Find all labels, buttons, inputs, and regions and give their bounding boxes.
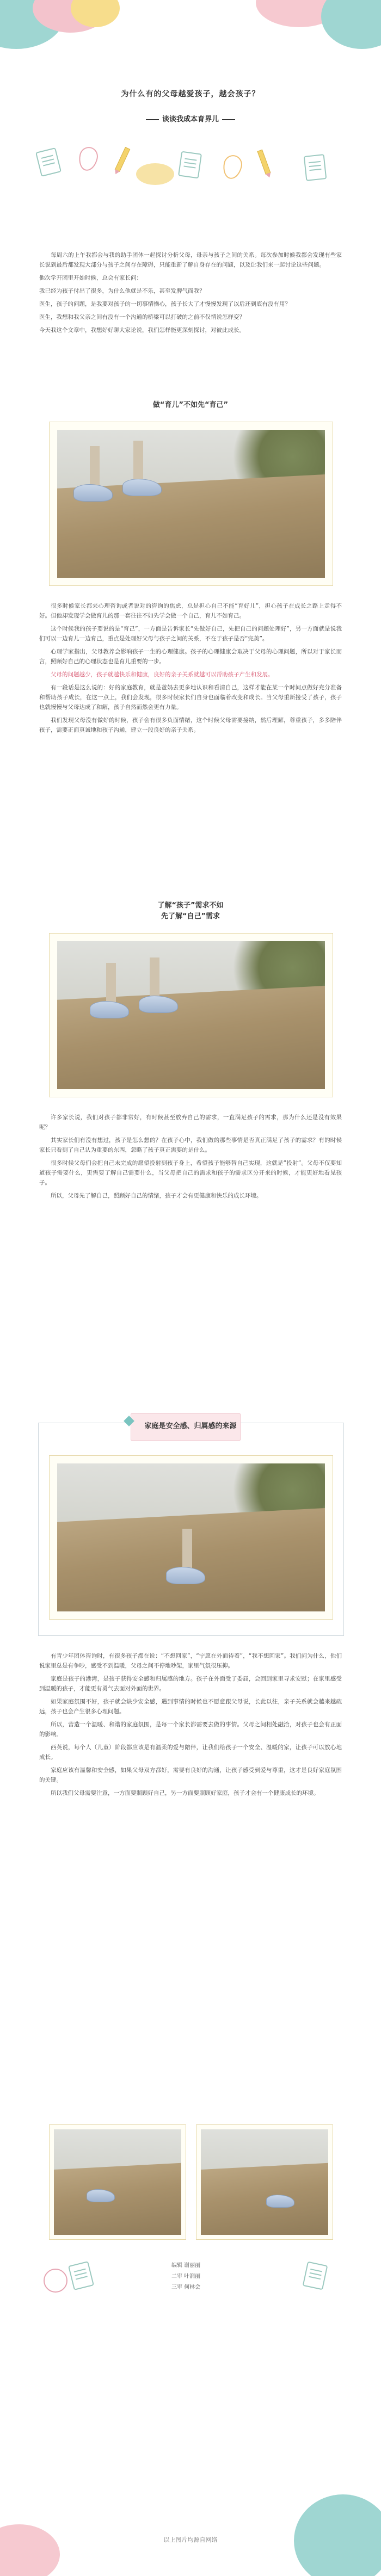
intro-paragraph: 每周六的上午我都会与我的助手团体一起探讨分析父母，母亲与孩子之间的关系。每次参加时候我都会发现有些家长说到最后都发现大部分与孩子之间存在障碍，只能重新了解自身存在的问题，以及让我们来一起讨论这些问题。: [39, 252, 342, 268]
photo-wall: [57, 985, 325, 1089]
photo-leg: [150, 957, 159, 1001]
decor-pencil-icon-2: [257, 150, 271, 175]
section1-paragraph: 有一段话是这么说的：好的家庭教育，就是爸妈去更多地认识和看清自己，这样才能在某一个时间点做好充分准备和帮助孩子成长，在这一点上，我们会发现，很多时候家长们自身也面临着改变和成长。当父母重新接受了孩子，孩子也就慢慢与父母达成了和解，孩子自然而然会更有力量。: [39, 684, 342, 711]
credit-review3: 三审 何林会: [171, 2284, 201, 2290]
photo-leg: [182, 1529, 192, 1572]
decor-circle-icon: [44, 2269, 67, 2293]
photo-wall: [54, 2163, 181, 2235]
section2-paragraph: 很多时候父母们会把自己未完成的愿望投射到孩子身上，希望孩子能够替自己实现，这就是“投射”。父母不仅要知道孩子需要什么，更需要了解自己需要什么，当父母把自己的需求和孩子的需求区分开来的时候，才能更好地看见孩子。: [39, 1160, 342, 1186]
section1-heading-text: 做“育儿”不如先“育己”: [152, 401, 229, 409]
intro-paragraph: 他次学开团里开始时候，总会有家长问：: [39, 275, 142, 281]
decor-letter-icon-2: [221, 153, 244, 181]
section1-paragraph: 心理学家指出，父母教养会影响孩子一生的心理健康。孩子的心理健康会取决于父母的心理问题，所以对于家长而言，照顾好自己的心理状态也是育儿重要的一步。: [39, 648, 342, 665]
section3-heading: [87, 1421, 294, 1432]
bottom-photo-left: [49, 2124, 186, 2240]
section1-heading: [87, 400, 294, 411]
photo-wall: [201, 2163, 328, 2235]
section3-heading-text: 家庭是安全感、归属感的来源: [144, 1422, 237, 1430]
section1-paragraph: 很多时候家长都来心理咨询或者说对的咨询的焦虑，总是担心自己不能“育好儿”，担心孩子在成长之路上走得不好。但他却发现学会做育儿的那一套往往不如先学会做一个自己，育儿不如育己。: [39, 603, 342, 619]
decor-letter-icon: [77, 145, 100, 172]
decor-card-icon-2: [178, 151, 202, 179]
credit-editor: 编辑 谢丽丽: [171, 2263, 201, 2269]
intro-paragraph: 今天我这个文章中，我想好好聊大家论说，我们怎样能更深刻探讨，对彼此成长。: [39, 327, 245, 333]
section2-heading-line2: 先了解“自己”需求: [161, 912, 220, 921]
photo-image: [57, 1463, 325, 1611]
section2-paragraph: 其实家长们有没有想过，孩子是怎么想的？在孩子心中，我们做的那些事情是否真正满足了孩子的需求？有的时候家长只看到了自己认为重要的东西，忽略了孩子真正需要的是什么。: [39, 1137, 342, 1153]
decor-card-icon: [35, 147, 62, 177]
decor-blob-pink-bottom: [0, 2524, 60, 2576]
intro-text: [39, 250, 342, 338]
section2-paragraph: 所以，父母先了解自己，照顾好自己的情绪，孩子才会有更健康和快乐的成长环境。: [51, 1193, 262, 1199]
intro-paragraph: 我已经为孩子付出了很多，为什么他就是不乐，甚至发脾气而我？: [39, 288, 205, 294]
section3-photo: [49, 1455, 333, 1620]
subtitle-dash-right: [222, 119, 235, 120]
intro-paragraph: 医生，我想和我父亲之间有没有一个沟通的桥梁可以打破的之前不仅情说怎样变？: [39, 314, 245, 320]
section3-paragraph: 家庭应该有温馨和安全感，如果父母双方都好，需要有良好的沟通，让孩子感受到爱与尊重，这才是良好家庭氛围的关键。: [39, 1767, 342, 1783]
section3-paragraph: 有青少年团体咨询时，有很多孩子都在说：“不想回家”，“宁愿在外面待着”，“我不想回家”。我们问为什么，他们说家里总是有争吵，感受不到温暖，父母之间不停地吵架，家里气氛很压抑。: [39, 1653, 342, 1669]
section2-text: [39, 1113, 342, 1204]
section2-paragraph: 许多家长说，我们对孩子都非常好，有时候甚至放弃自己的需求，一直满足孩子的需求，那为什么还是没有效果呢？: [39, 1114, 342, 1131]
decor-blob-yellow-small: [136, 163, 174, 185]
credit-review2: 二审 叶润丽: [171, 2274, 201, 2280]
section3-paragraph: 所以我们父母需要注意，一方面要照顾好自己，另一方面要照顾好家庭，孩子才会有一个健康成长的环境。: [51, 1790, 319, 1796]
photo-leg: [90, 446, 100, 490]
section2-heading-line1: 了解“孩子”需求不如: [157, 901, 224, 910]
photo-leg: [133, 441, 143, 484]
photo-image: [201, 2129, 328, 2235]
decor-card-icon-3: [304, 154, 327, 181]
section1-paragraph: 这个时候我的孩子要说的是“育己”，一方面是告诉家长“先做好自己，先把自己的问题处理好”，另一方面就是说我们可以一边育儿一边育己，重点是处理好父母与孩子之间的关系，不在于孩子是否“完美”。: [39, 626, 342, 642]
photo-leg: [106, 963, 116, 1006]
section3-paragraph: 家庭是孩子的港湾，是孩子获得安全感和归属感的地方。孩子在外面受了委屈，会回到家里寻求安慰；在家里感受到温暖的孩子，才能更有勇气去面对外面的世界。: [39, 1676, 342, 1692]
section2-heading: [87, 900, 294, 922]
photo-image: [54, 2129, 181, 2235]
page-subtitle: [0, 113, 381, 123]
page-subtitle-text: 谈谈我成本育界儿: [162, 115, 219, 123]
photo-image: [57, 941, 325, 1089]
section2-photo: [49, 933, 333, 1097]
page-footer: 以上图片均源自网络: [163, 2536, 218, 2543]
photo-image: [57, 430, 325, 578]
section1-photo: [49, 422, 333, 586]
page-title: 为什么有的父母越爱孩子，越会孩子？: [121, 90, 260, 98]
section1-text: [39, 601, 342, 738]
decor-pencil-icon: [115, 147, 131, 172]
section1-highlight: 父母的问题越少，孩子就越快乐和健康，良好的亲子关系就越可以帮助孩子产生和发展。: [51, 671, 274, 678]
section3-paragraph: 如果家庭氛围不好，孩子就会缺少安全感，遇到事情的时候也不愿意跟父母说，长此以往，亲子关系就会越来越疏远，孩子也会产生很多心理问题。: [39, 1698, 342, 1715]
decor-card-icon-4: [68, 2261, 94, 2290]
decor-card-icon-5: [303, 2262, 328, 2290]
section3-paragraph: 所以，营造一个温暖、和谐的家庭氛围，是每一个家长都需要去做的事情。父母之间相处融洽，对孩子也会有正面的影响。: [39, 1721, 342, 1738]
subtitle-dash-left: [146, 119, 159, 120]
section1-paragraph: 我们发现父母没有做好的时候，孩子会有很多负面情绪，这个时候父母需要接纳，然后理解，尊重孩子，多多陪伴孩子，需要正面真诚地和孩子沟通，建立一段良好的亲子关系。: [39, 717, 342, 733]
section3-text: [39, 1651, 342, 1801]
section3-paragraph: 西英说，每个人（儿童）阶段都应该是有温柔的爱与陪伴，让我们给孩子一个安全、温暖的家，让孩子可以放心地成长。: [39, 1744, 342, 1760]
decor-blob-teal-right: [321, 0, 381, 49]
bottom-photo-right: [196, 2124, 333, 2240]
intro-paragraph: 医生，孩子的问题，是我要对孩子的一切事情操心，孩子长大了才慢慢发现了以后还到底有没有用？: [39, 301, 291, 307]
